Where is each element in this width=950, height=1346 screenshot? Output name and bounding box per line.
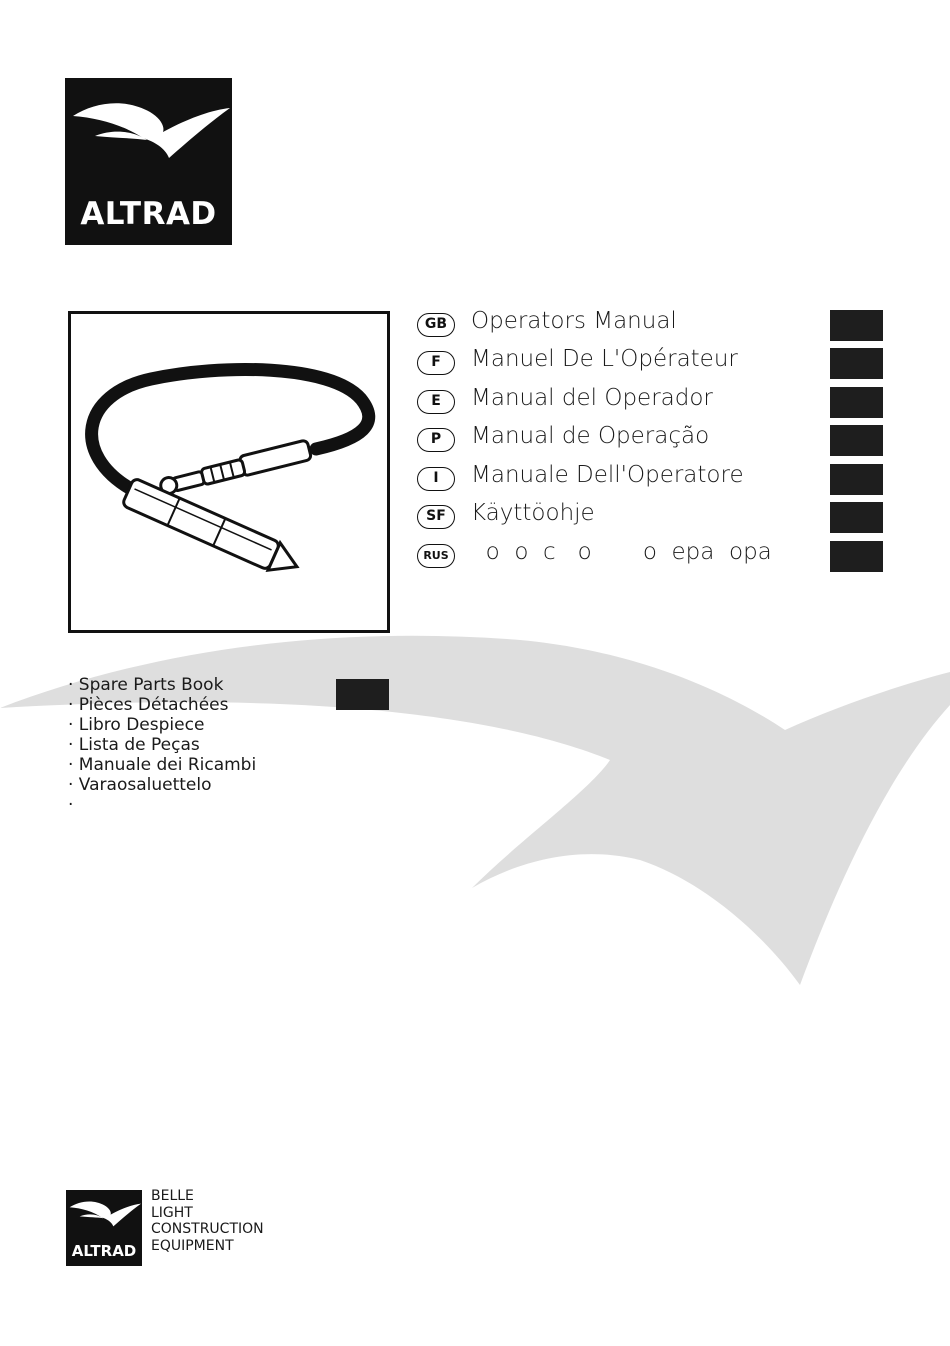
manual-row-f xyxy=(417,348,887,382)
parts-item: · Libro Despiece xyxy=(68,715,205,735)
lang-badge-e: E xyxy=(417,390,455,414)
footer-logo-wordmark: ALTRAD xyxy=(71,1242,137,1260)
footer-line: EQUIPMENT xyxy=(151,1237,234,1254)
manual-row-e xyxy=(417,387,887,421)
manual-title-p: Manual de Operação xyxy=(471,423,710,449)
parts-item: · Manuale dei Ricambi xyxy=(68,755,257,775)
manual-title-e: Manual del Operador xyxy=(471,385,713,411)
logo-wordmark: ALTRAD xyxy=(80,196,217,232)
belle-equipment-text xyxy=(151,1188,264,1254)
lang-badge-p: P xyxy=(417,428,455,452)
manual-row-rus xyxy=(417,541,887,575)
section-tab-f[interactable] xyxy=(830,348,883,379)
footer-line: CONSTRUCTION xyxy=(151,1221,264,1237)
altrad-logo xyxy=(65,78,232,245)
manual-title-i: Manuale Dell'Operatore xyxy=(471,462,744,488)
lang-badge-rus: RUS xyxy=(417,544,455,568)
section-tab-i[interactable] xyxy=(830,464,883,495)
section-tab-sf[interactable] xyxy=(830,502,883,533)
parts-item: · Varaosaluettelo xyxy=(68,775,212,795)
section-tab-parts[interactable] xyxy=(336,679,389,710)
altrad-footer-logo xyxy=(66,1190,142,1266)
manual-row-p xyxy=(417,425,887,459)
manual-row-sf xyxy=(417,502,887,536)
lang-badge-i: I xyxy=(417,467,455,491)
lang-badge-f: F xyxy=(417,351,455,375)
footer-line: BELLE xyxy=(151,1188,194,1204)
spare-parts-list xyxy=(68,675,256,815)
parts-item: · Lista de Peças xyxy=(68,735,200,755)
manual-row-i xyxy=(417,464,887,498)
parts-item: · Pièces Détachées xyxy=(68,695,229,715)
section-tab-gb[interactable] xyxy=(830,310,883,341)
manual-title-rus: о о с о о ера ора xyxy=(471,539,772,565)
manual-title-f: Manuel De L'Opérateur xyxy=(471,346,738,372)
section-tab-e[interactable] xyxy=(830,387,883,418)
manual-row-gb xyxy=(417,310,887,344)
lang-badge-sf: SF xyxy=(417,505,455,529)
vibrator-poker-icon xyxy=(71,314,387,630)
parts-item: · xyxy=(68,795,74,815)
section-tab-p[interactable] xyxy=(830,425,883,456)
lang-badge-gb: GB xyxy=(417,313,455,337)
manual-title-sf: Käyttöohje xyxy=(471,500,595,526)
parts-item: · Spare Parts Book xyxy=(68,675,224,695)
product-image xyxy=(68,311,390,633)
manual-title-gb: Operators Manual xyxy=(471,308,677,334)
section-tab-rus[interactable] xyxy=(830,541,883,572)
footer-line: LIGHT xyxy=(151,1204,193,1221)
